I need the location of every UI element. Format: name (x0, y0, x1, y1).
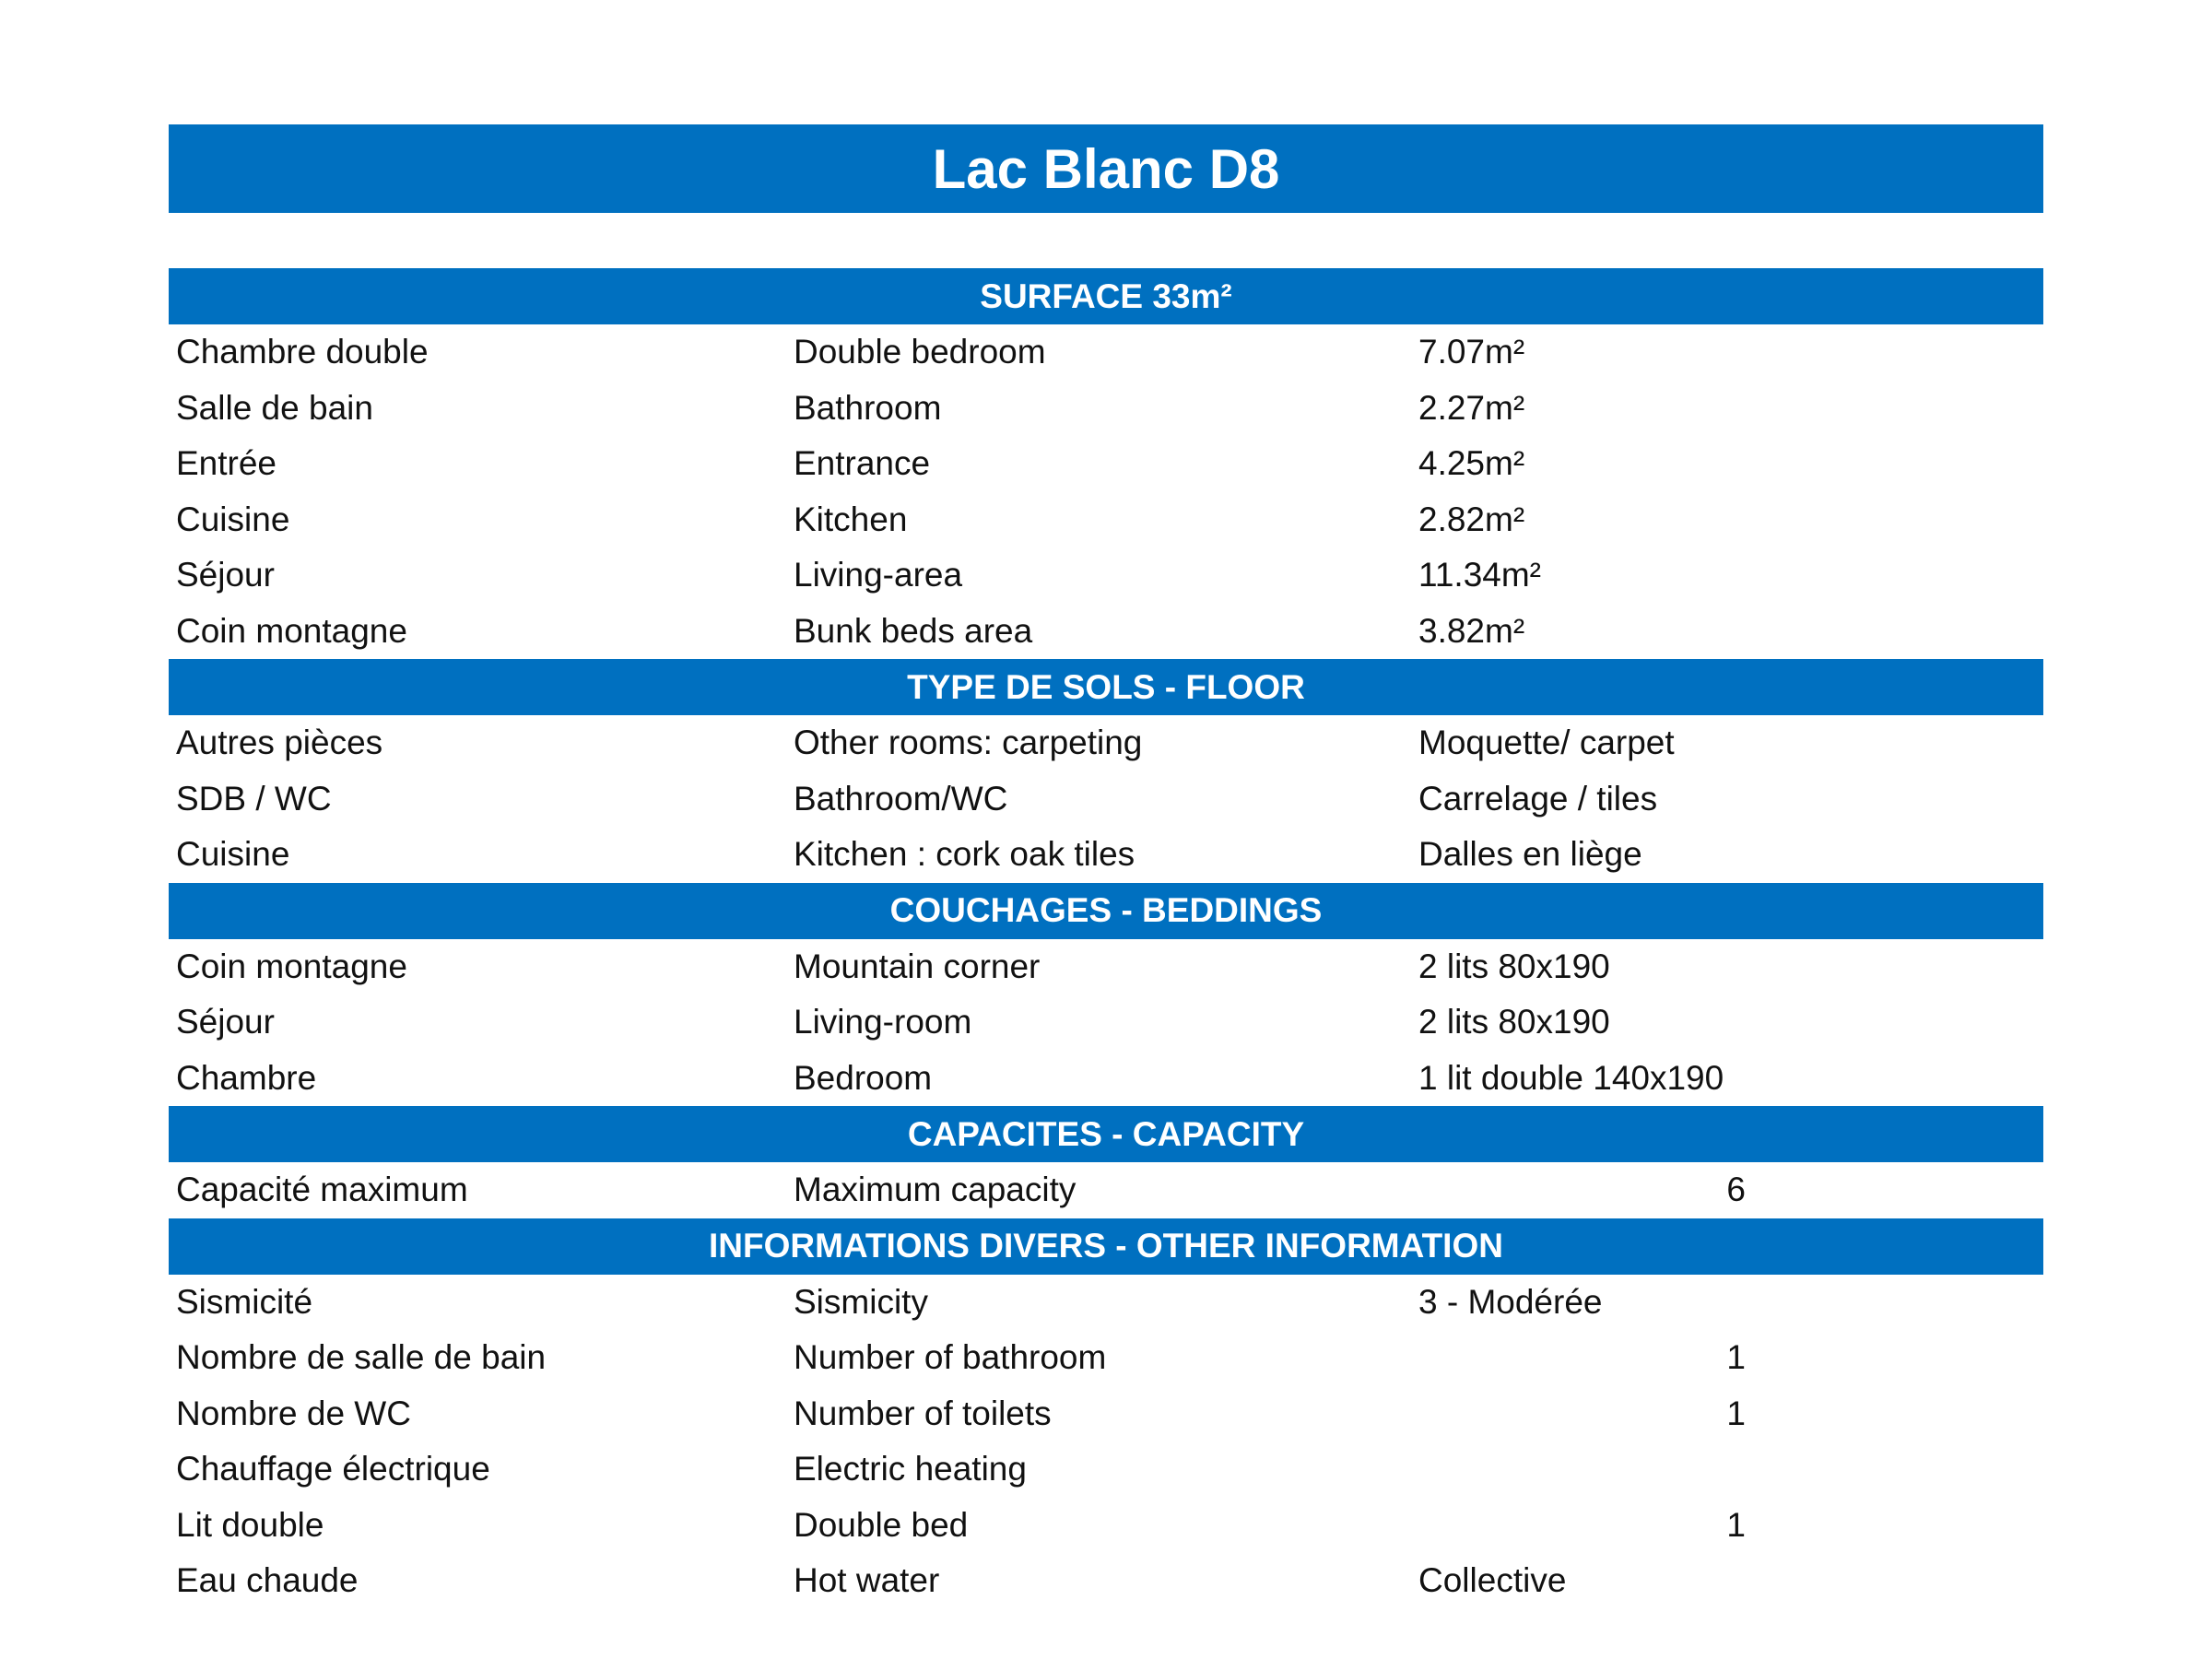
table-row (169, 1498, 2043, 1554)
table-row (169, 324, 2043, 381)
row-value: Collective (1418, 1561, 1567, 1600)
section-header-beddings: COUCHAGES - BEDDINGS (169, 883, 2043, 939)
label-en: Double bed (794, 1505, 969, 1544)
spec-sheet (169, 268, 2043, 1609)
table-row (169, 547, 2043, 604)
table-row (169, 1553, 2043, 1609)
label-fr: Nombre de salle de bain (176, 1338, 547, 1377)
label-fr: Capacité maximum (176, 1171, 468, 1209)
table-row (169, 771, 2043, 828)
label-en: Bathroom (794, 388, 942, 427)
label-en: Double bedroom (794, 333, 1046, 371)
table-row (169, 492, 2043, 548)
row-value: 3.82m² (1418, 611, 1525, 650)
table-row (169, 436, 2043, 492)
table-row (169, 939, 2043, 995)
row-value: 2.82m² (1418, 500, 1525, 538)
label-fr: Séjour (176, 556, 275, 594)
table-row (169, 1275, 2043, 1331)
table-row (169, 1441, 2043, 1498)
label-en: Kitchen : cork oak tiles (794, 835, 1135, 874)
section-header-floor: TYPE DE SOLS - FLOOR (169, 659, 2043, 715)
row-value: 4.25m² (1418, 444, 1525, 483)
label-fr: Séjour (176, 1003, 275, 1041)
label-fr: Chambre (176, 1058, 317, 1097)
label-en: Mountain corner (794, 947, 1041, 985)
label-en: Electric heating (794, 1450, 1027, 1488)
label-fr: Entrée (176, 444, 277, 483)
label-en: Bathroom/WC (794, 779, 1008, 818)
label-fr: Nombre de WC (176, 1394, 411, 1432)
table-row (169, 1051, 2043, 1107)
table-row (169, 1162, 2043, 1218)
section-header-surface: SURFACE 33m² (169, 268, 2043, 324)
label-en: Entrance (794, 444, 931, 483)
section-header-capacity: CAPACITES - CAPACITY (169, 1106, 2043, 1162)
row-value: Dalles en liège (1418, 835, 1642, 874)
table-row (169, 604, 2043, 660)
row-value: 2.27m² (1418, 388, 1525, 427)
row-number: 6 (1726, 1171, 1746, 1209)
row-value: Moquette/ carpet (1418, 724, 1675, 762)
label-en: Bedroom (794, 1058, 933, 1097)
label-en: Living-area (794, 556, 963, 594)
page-title: Lac Blanc D8 (169, 124, 2043, 213)
label-fr: Coin montagne (176, 611, 407, 650)
label-fr: Cuisine (176, 835, 290, 874)
label-en: Number of toilets (794, 1394, 1052, 1432)
table-row (169, 994, 2043, 1051)
label-en: Bunk beds area (794, 611, 1033, 650)
row-number: 1 (1726, 1505, 1746, 1544)
row-number: 1 (1726, 1338, 1746, 1377)
label-en: Kitchen (794, 500, 908, 538)
label-fr: Lit double (176, 1505, 324, 1544)
label-en: Other rooms: carpeting (794, 724, 1143, 762)
label-fr: Eau chaude (176, 1561, 359, 1600)
label-en: Living-room (794, 1003, 972, 1041)
table-row (169, 381, 2043, 437)
row-value: 11.34m² (1418, 556, 1541, 594)
label-fr: Chauffage électrique (176, 1450, 490, 1488)
label-fr: Autres pièces (176, 724, 383, 762)
label-fr: Cuisine (176, 500, 290, 538)
label-fr: Salle de bain (176, 388, 373, 427)
row-value: 1 lit double 140x190 (1418, 1058, 1724, 1097)
table-row (169, 715, 2043, 771)
label-en: Sismicity (794, 1282, 928, 1321)
row-number: 1 (1726, 1394, 1746, 1432)
row-value: 2 lits 80x190 (1418, 947, 1610, 985)
row-value: 2 lits 80x190 (1418, 1003, 1610, 1041)
table-row (169, 827, 2043, 883)
row-value: 7.07m² (1418, 333, 1525, 371)
row-value: 3 - Modérée (1418, 1282, 1603, 1321)
table-row (169, 1386, 2043, 1442)
label-fr: SDB / WC (176, 779, 332, 818)
row-value: Carrelage / tiles (1418, 779, 1658, 818)
label-fr: Sismicité (176, 1282, 313, 1321)
label-fr: Chambre double (176, 333, 429, 371)
table-row (169, 1330, 2043, 1386)
label-en: Hot water (794, 1561, 940, 1600)
section-header-other-information: INFORMATIONS DIVERS - OTHER INFORMATION (169, 1218, 2043, 1275)
label-en: Number of bathroom (794, 1338, 1107, 1377)
label-en: Maximum capacity (794, 1171, 1077, 1209)
label-fr: Coin montagne (176, 947, 407, 985)
